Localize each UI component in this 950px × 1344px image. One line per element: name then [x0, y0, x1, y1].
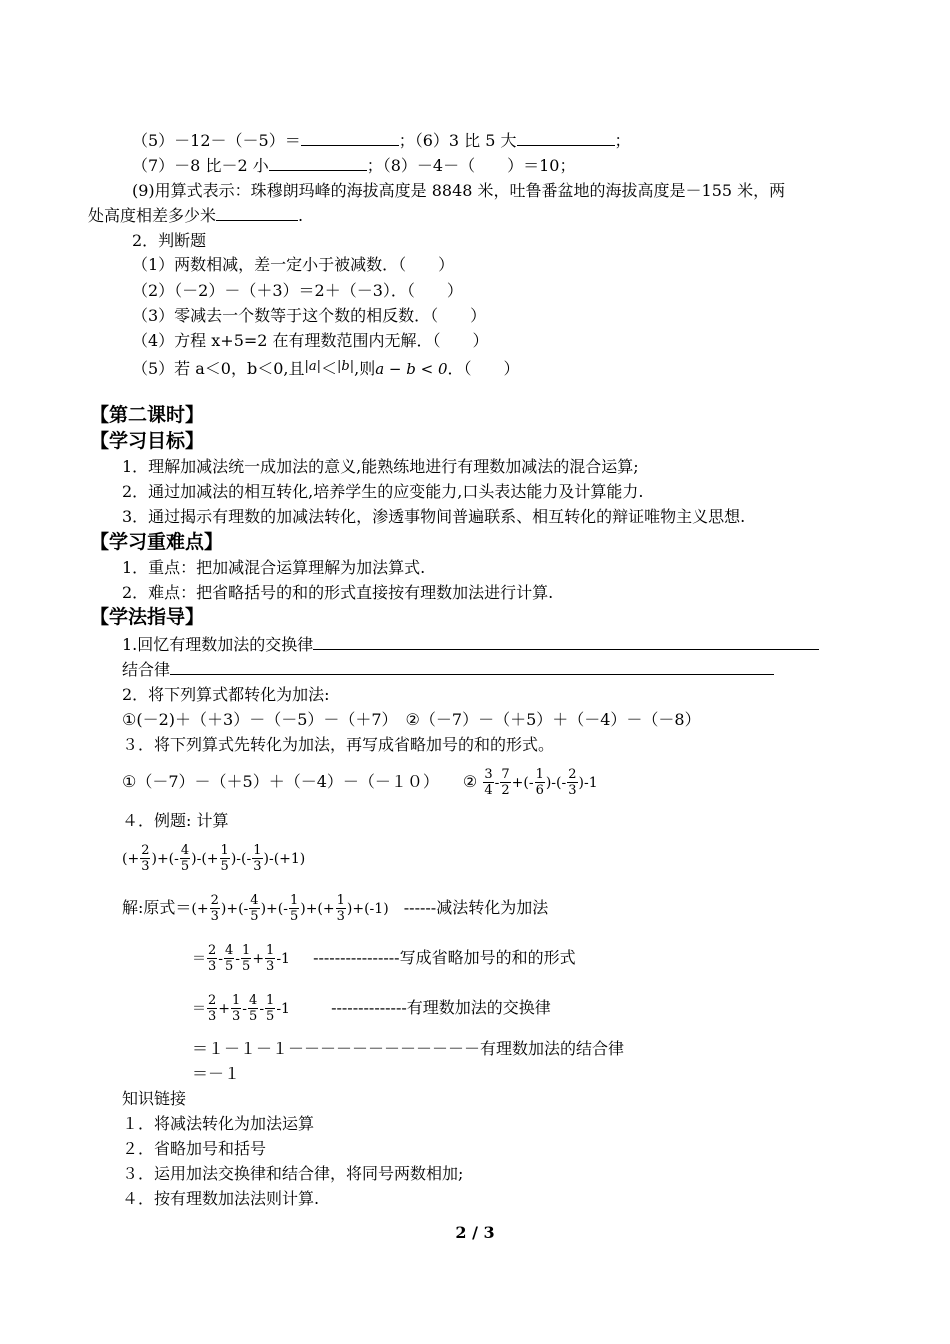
method-1: 1.回忆有理数加法的交换律	[122, 634, 819, 656]
fill-line-7-8	[132, 155, 575, 177]
answer-blank[interactable]	[313, 635, 819, 650]
method-1-cont: 结合律	[122, 659, 774, 681]
q5-text: （5）－12－（－5）＝	[132, 131, 301, 150]
fill-line-5-6: （5）－12－（－5）＝ ；（6）3 比 5 大 ；	[132, 131, 631, 150]
solution-step-1: 解:原式＝(+ $\frac{2}{3}$ )+(- $\frac{4}{5}$ )+(- $\frac{1}{5}$ )+(+ $\frac{1}{3}$ )+(-1) ------减法转化为加法	[122, 893, 549, 924]
knowledge-item-3: ３．运用加法交换律和结合律，将同号两数相加;	[122, 1164, 464, 1183]
goal-2: 2．通过加减法的相互转化,培养学生的应变能力,口头表达能力及计算能力.	[122, 482, 644, 501]
abs-b: |b|	[337, 359, 355, 374]
solution-result: ＝－１	[192, 1064, 241, 1083]
method-3-exprs: ①（－7）－（＋5）＋（－4）－（－１０） ② $\frac{3}{4}$ - $\frac{7}{2}$ +(- $\frac{1}{6}$ )-(- $\frac{2}{3}$ )-1	[122, 767, 598, 798]
inequality-expr: a − b < 0	[375, 360, 448, 378]
method-heading: 【学法指导】	[90, 606, 205, 628]
example-expr: (+ $\frac{2}{3}$ )+(- $\frac{4}{5}$ )-(+ $\frac{1}{5}$ )-(- $\frac{1}{3}$ )-(+1)	[122, 843, 306, 874]
judge-q2: （2）（－2）－（＋3）＝2＋（－3）．（ ）	[132, 281, 463, 300]
page-number: 2 / 3	[455, 1223, 495, 1242]
fraction-expr: $\frac{3}{4}$ - $\frac{7}{2}$ +(- $\frac{1}{6}$ )-(- $\frac{2}{3}$ )-1	[484, 767, 598, 798]
judge-q1: （1）两数相减，差一定小于被减数．（ ）	[132, 255, 455, 274]
knowledge-link-title: 知识链接	[122, 1089, 187, 1108]
answer-blank[interactable]	[216, 206, 298, 221]
keypoint-2: 2．难点：把省略括号的和的形式直接按有理数加法进行计算.	[122, 583, 554, 602]
keypoint-1: 1．重点：把加减混合运算理解为加法算式.	[122, 558, 426, 577]
lesson-heading: 【第二课时】	[90, 404, 205, 426]
judge-q4: （4）方程 x+5=2 在有理数范围内无解．（ ）	[132, 331, 489, 350]
q6-text: ；（6）3 比 5 大	[398, 131, 517, 150]
judge-q5: （5）若 a＜0，b＜0,且$^{|a|}$＜$^{|b|}$,则a − b < 0．（ ）	[132, 359, 520, 378]
q8-text: ；（8）－4－（ ）＝10；	[366, 156, 576, 175]
method-3: ３．将下列算式先转化为加法，再写成省略加号的和的形式。	[122, 735, 555, 754]
goal-1: 1．理解加减法统一成加法的意义,能熟练地进行有理数加减法的混合运算;	[122, 457, 639, 476]
solution-step-4: ＝１－１－１－－－－－－－－－－－－有理数加法的结合律	[192, 1039, 625, 1058]
goals-heading: 【学习目标】	[90, 430, 205, 452]
abs-a: |a|	[304, 359, 322, 374]
fill-line-9-cont: 处高度相差多少米 .	[88, 206, 304, 225]
judge-title: 2．判断题	[132, 231, 207, 250]
method-2-exprs: ①(－2)＋（＋3）－（－5）－（＋7） ②（－7）－（＋5）＋（－4）－（－8）	[122, 710, 701, 729]
solution-step-3: ＝ $\frac{2}{3}$ + $\frac{1}{3}$ - $\frac{4}{5}$ - $\frac{1}{5}$ -1 --------------有理数加法的交换律	[192, 993, 551, 1024]
answer-blank[interactable]	[517, 131, 615, 146]
example-title: ４．例题: 计算	[122, 811, 229, 830]
answer-blank[interactable]	[301, 131, 399, 146]
q7-text: （7）－8 比－2 小	[132, 156, 269, 175]
knowledge-item-2: ２．省略加号和括号	[122, 1139, 267, 1158]
method-2: 2．将下列算式都转化为加法:	[122, 685, 330, 704]
answer-blank[interactable]	[170, 660, 774, 675]
fill-line-9: (9)用算式表示：珠穆朗玛峰的海拔高度是 8848 米，吐鲁番盆地的海拔高度是－155 米，两	[132, 181, 786, 200]
solution-step-2: ＝ $\frac{2}{3}$ - $\frac{4}{5}$ - $\frac{1}{5}$ + $\frac{1}{3}$ -1 ----------------写成省略加号的和的形式	[192, 943, 576, 974]
knowledge-item-1: １．将减法转化为加法运算	[122, 1114, 315, 1133]
knowledge-item-4: ４．按有理数加法法则计算.	[122, 1189, 320, 1208]
goal-3: 3．通过揭示有理数的加减法转化，渗透事物间普遍联系、相互转化的辩证唯物主义思想.	[122, 507, 746, 526]
answer-blank[interactable]	[269, 156, 367, 171]
keypoints-heading: 【学习重难点】	[90, 531, 224, 553]
judge-q3: （3）零减去一个数等于这个数的相反数．（ ）	[132, 306, 487, 325]
